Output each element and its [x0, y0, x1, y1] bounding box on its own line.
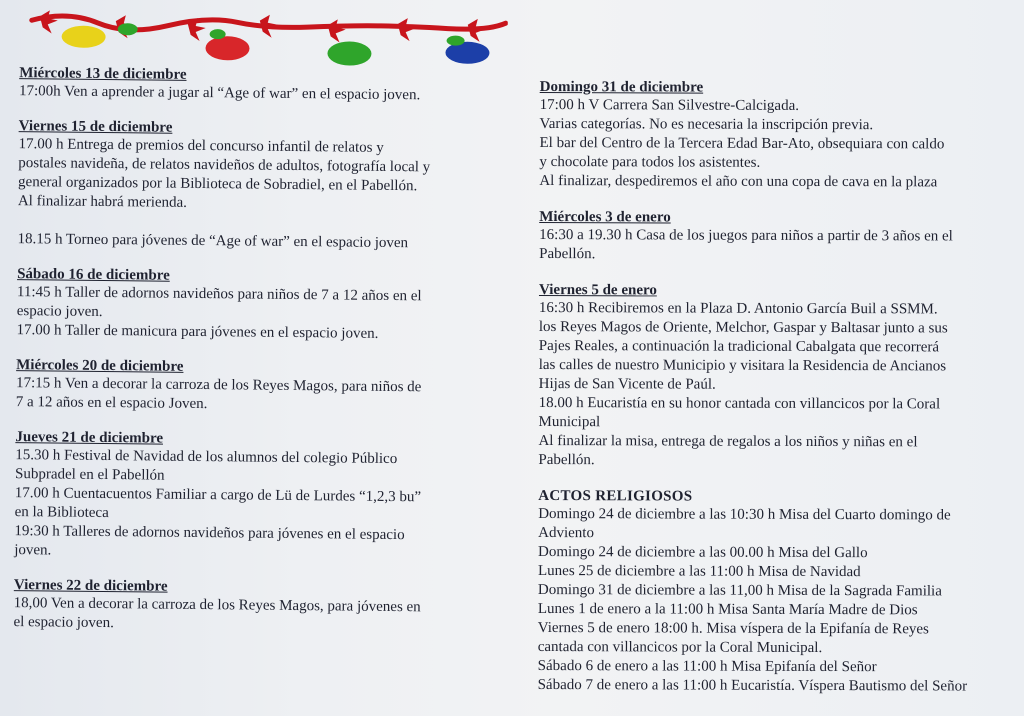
right-column	[537, 0, 1008, 695]
event-section	[16, 356, 429, 416]
event-line: y chocolate para todos los asistentes.	[539, 154, 761, 171]
date-heading: Viernes 5 de enero	[538, 282, 657, 299]
event-line: general organizados por la Biblioteca de Sobradiel, en el Pabellón.	[18, 174, 418, 195]
event-line: 18,00 Ven a decorar la carroza de los Reyes Magos, para jóvenes en	[13, 595, 421, 616]
mass-line: Sábado 7 de enero a las 11:00 h Eucaristía. Víspera Bautismo del Señor	[537, 677, 968, 695]
event-line: Subpradel en el Pabellón	[14, 466, 165, 484]
date-heading: Viernes 22 de diciembre	[13, 577, 168, 595]
event-line: 19:30 h Talleres de adornos navideños para jóvenes en el espacio	[14, 523, 405, 544]
date-heading: Miércoles 3 de enero	[539, 209, 671, 226]
event-line: Al finalizar habrá merienda.	[17, 193, 188, 211]
event-line: El bar del Centro de la Tercera Edad Bar-Ato, obsequiara con caldo	[539, 135, 945, 153]
event-line: espacio joven.	[16, 303, 103, 320]
date-heading: Viernes 15 de diciembre	[18, 118, 173, 136]
event-line: Municipal	[538, 414, 601, 431]
event-section	[538, 281, 968, 471]
event-line: 18.00 h Eucaristía en su honor cantada con villancicos por la Coral	[538, 395, 941, 413]
event-line: 18.15 h Torneo para jóvenes de “Age of war” en el espacio joven	[17, 231, 409, 252]
event-line: 17.00 h Entrega de premios del concurso infantil de relatos y	[18, 136, 384, 156]
event-line: 11:45 h Taller de adornos navideños para niños de 7 a 12 años en el	[16, 284, 422, 305]
event-line: 17:15 h Ven a decorar la carroza de los Reyes Magos, para niños de	[15, 375, 422, 396]
event-line: Pabellón.	[538, 452, 595, 469]
event-line: Al finalizar la misa, entrega de regalos a los niños y niñas en el	[538, 433, 918, 451]
mass-line: Domingo 24 de diciembre a las 00.00 h Misa del Gallo	[538, 544, 868, 562]
event-line: 17.00 h Taller de manicura para jóvenes en el espacio joven.	[16, 322, 379, 342]
date-heading: Miércoles 20 de diciembre	[16, 357, 184, 375]
mass-line: Adviento	[538, 525, 594, 542]
event-section	[17, 117, 430, 253]
event-line: el espacio joven.	[13, 614, 114, 632]
event-line: Pabellón.	[539, 246, 596, 263]
event-line: 7 a 12 años en el espacio Joven.	[15, 394, 208, 413]
event-section	[539, 208, 969, 265]
date-heading: Miércoles 13 de diciembre	[19, 65, 187, 83]
religious-title: ACTOS RELIGIOSOS	[538, 488, 693, 505]
mass-line: Domingo 31 de diciembre a las 11,00 h Misa de la Sagrada Familia	[537, 582, 942, 600]
event-line: Pajes Reales, a continuación la tradicional Cabalgata que recorrerá	[538, 338, 940, 356]
event-section	[14, 428, 427, 564]
date-heading: Domingo 31 de diciembre	[539, 79, 704, 96]
event-line: Hijas de San Vicente de Paúl.	[538, 376, 716, 393]
mass-line: Lunes 1 de enero a la 11:00 h Misa Santa María Madre de Dios	[537, 601, 918, 619]
event-section	[13, 576, 426, 636]
event-line: 15.30 h Festival de Navidad de los alumnos del colegio Público	[15, 447, 398, 468]
event-line: Varias categorías. No es necesaria la inscripción previa.	[539, 116, 874, 134]
event-section	[16, 265, 429, 344]
event-line: postales navideña, de relatos navideños de adultos, fotografía local y	[18, 155, 431, 176]
event-line: 17:00 h V Carrera San Silvestre-Calcigada.	[539, 97, 800, 114]
event-line: 16:30 a 19.30 h Casa de los juegos para niños a partir de 3 años en el	[539, 227, 953, 245]
event-section	[539, 78, 969, 192]
event-line: las calles de nuestro Municipio y visitara la Residencia de Ancianos	[538, 357, 947, 375]
event-section	[19, 64, 431, 105]
mass-line: Domingo 24 de diciembre a las 10:30 h Misa del Cuarto domingo de	[538, 506, 951, 524]
event-line: Al finalizar, despediremos el año con una copa de cava en la plaza	[539, 173, 938, 191]
event-line: en la Biblioteca	[14, 504, 109, 522]
event-line: 16:30 h Recibiremos en la Plaza D. Antonio García Buil a SSMM.	[538, 300, 938, 318]
religious-section	[538, 487, 968, 696]
date-heading: Jueves 21 de diciembre	[15, 429, 164, 447]
event-line: los Reyes Magos de Oriente, Melchor, Gaspar y Baltasar junto a sus	[538, 319, 948, 337]
event-line: 17.00 h Cuentacuentos Familiar a cargo de Lü de Lurdes “1,2,3 bu”	[14, 485, 422, 506]
left-column	[10, 0, 510, 632]
mass-line: cantada con villancicos por la Coral Municipal.	[537, 639, 823, 656]
christmas-lights-garland-left	[27, 6, 508, 67]
mass-line: Sábado 6 de enero a las 11:00 h Misa Epifanía del Señor	[537, 658, 877, 676]
event-line: 17:00h Ven a aprender a jugar al “Age of war” en el espacio joven.	[18, 83, 421, 104]
mass-line: Lunes 25 de diciembre a las 11:00 h Misa de Navidad	[537, 563, 861, 581]
event-line: joven.	[14, 542, 52, 559]
date-heading: Sábado 16 de diciembre	[17, 266, 170, 284]
mass-line: Viernes 5 de enero 18:00 h. Misa víspera de la Epifanía de Reyes	[537, 620, 929, 638]
